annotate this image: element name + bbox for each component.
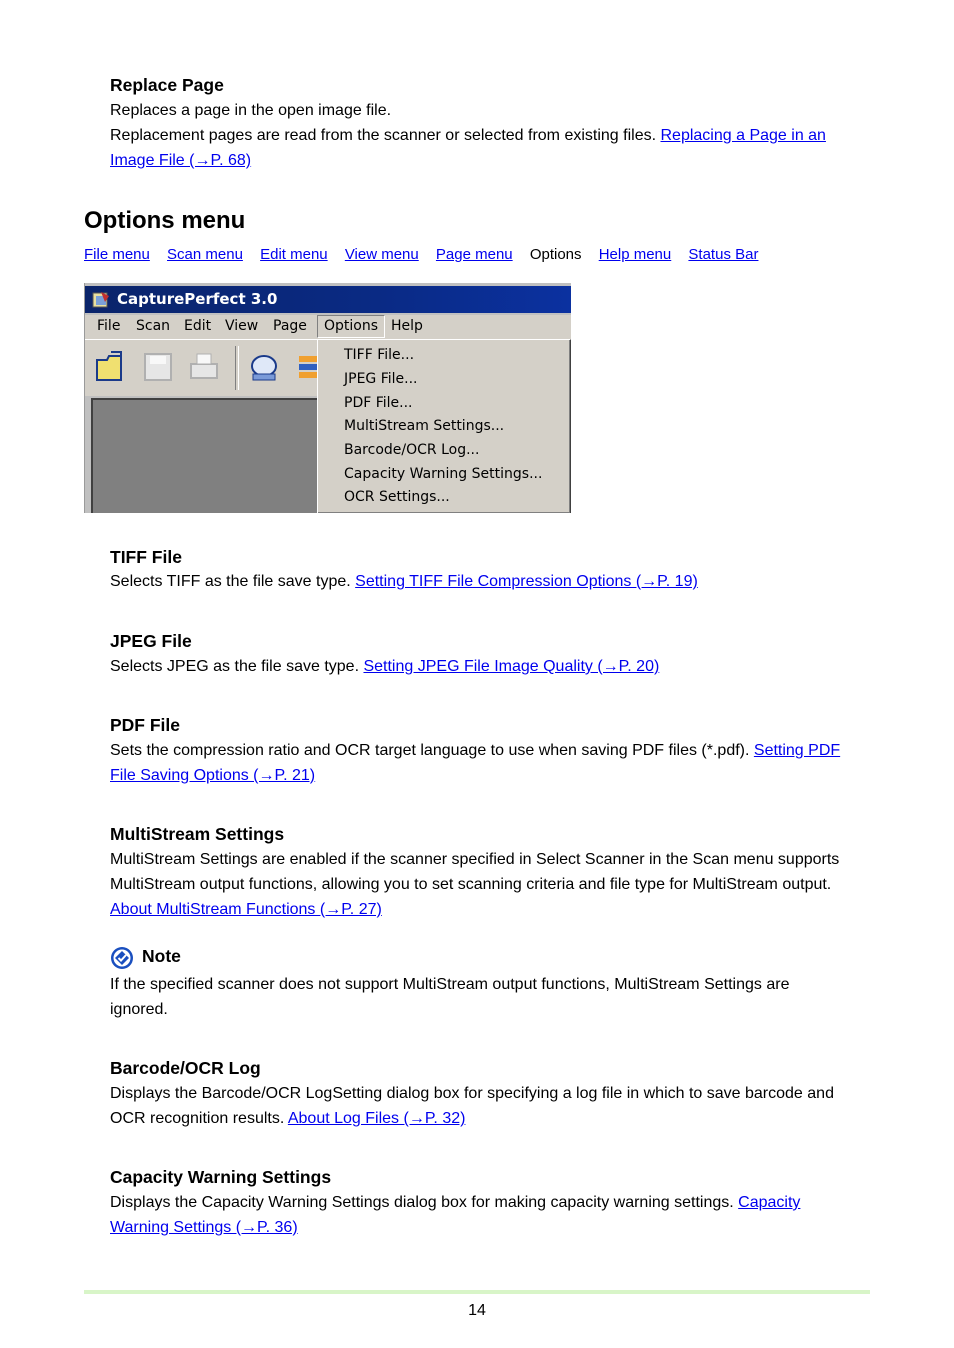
options-dropdown xyxy=(317,339,571,513)
pdf-text: Sets the compression ratio and OCR target language to use when saving PDF files (*.pdf). xyxy=(110,742,750,759)
tiff-heading: TIFF File xyxy=(110,547,182,567)
toolbar-separator xyxy=(235,346,239,390)
app-menu-view[interactable]: View xyxy=(225,318,259,334)
pdf-heading: PDF File xyxy=(110,715,181,735)
app-screenshot xyxy=(84,283,571,513)
jpeg-heading: JPEG File xyxy=(110,631,192,651)
replace-page-line2-text: Replacement pages are read from the scanner or selected from existing files. xyxy=(110,127,657,144)
app-menubar xyxy=(85,315,571,339)
multistream-heading: MultiStream Settings xyxy=(110,824,285,844)
barcode-link[interactable]: About Log Files (→P. 32) xyxy=(287,1110,466,1127)
capacity-text: Displays the Capacity Warning Settings dialog box for making capacity warning settings. xyxy=(110,1194,734,1211)
replace-page-link[interactable]: Replacing a Page in an xyxy=(660,127,826,144)
nav-view-menu[interactable]: View menu xyxy=(344,246,419,263)
footer-divider xyxy=(84,1290,870,1294)
dropdown-ocr-settings[interactable]: OCR Settings... xyxy=(344,489,450,505)
dropdown-multistream-settings[interactable]: MultiStream Settings... xyxy=(344,418,505,434)
nav-options-current: Options xyxy=(529,246,582,263)
jpeg-paragraph xyxy=(110,654,659,679)
capacity-heading: Capacity Warning Settings xyxy=(110,1167,332,1187)
page-number: 14 xyxy=(468,1302,486,1319)
nav-page-menu[interactable]: Page menu xyxy=(435,246,513,263)
app-title: CapturePerfect 3.0 xyxy=(117,290,278,308)
app-menu-edit[interactable]: Edit xyxy=(184,318,212,334)
print-icon[interactable] xyxy=(187,348,221,386)
replace-page-line2 xyxy=(110,123,826,148)
options-menu-heading: Options menu xyxy=(84,207,246,234)
app-menu-help[interactable]: Help xyxy=(391,318,423,334)
dropdown-jpeg-file[interactable]: JPEG File... xyxy=(344,371,418,387)
save-icon[interactable] xyxy=(141,348,175,386)
capacity-line1 xyxy=(110,1190,800,1215)
note-line2: ignored. xyxy=(110,1001,168,1018)
replace-page-heading: Replace Page xyxy=(110,75,224,95)
capacity-link-cont[interactable]: Warning Settings (→P. 36) xyxy=(110,1219,298,1236)
multistream-line1: MultiStream Settings are enabled if the scanner specified in Select Scanner in the Scan menu supports xyxy=(110,851,840,868)
capacity-link[interactable]: Capacity xyxy=(738,1194,801,1211)
barcode-line1: Displays the Barcode/OCR LogSetting dialog box for specifying a log file in which to save barcode and xyxy=(110,1085,834,1102)
app-menu-options[interactable]: Options xyxy=(317,315,385,338)
app-menu-file[interactable]: File xyxy=(97,318,121,334)
app-menu-scan[interactable]: Scan xyxy=(136,318,171,334)
replace-page-link-cont[interactable]: Image File (→P. 68) xyxy=(110,152,252,169)
tiff-link[interactable]: Setting TIFF File Compression Options (→P. 19) xyxy=(355,573,698,590)
menu-nav-row xyxy=(84,245,771,265)
app-toolbar xyxy=(85,339,317,396)
nav-file-menu[interactable]: File menu xyxy=(84,246,150,263)
pdf-link[interactable]: Setting PDF xyxy=(753,742,841,759)
nav-edit-menu[interactable]: Edit menu xyxy=(260,246,328,263)
barcode-line2-text: OCR recognition results. xyxy=(110,1110,285,1127)
jpeg-text: Selects JPEG as the file save type. xyxy=(110,658,360,675)
image-view-area xyxy=(91,398,321,513)
note-icon xyxy=(110,946,134,970)
dropdown-tiff-file[interactable]: TIFF File... xyxy=(344,347,415,363)
scanner-icon[interactable] xyxy=(247,348,281,386)
note-heading: Note xyxy=(142,946,181,966)
replace-page-line1: Replaces a page in the open image file. xyxy=(110,102,392,119)
multistream-link[interactable]: About MultiStream Functions (→P. 27) xyxy=(110,901,382,918)
multistream-line2: MultiStream output functions, allowing you to set scanning criteria and file type for MultiStream output. xyxy=(110,876,832,893)
app-titlebar xyxy=(85,286,571,313)
nav-scan-menu[interactable]: Scan menu xyxy=(167,246,243,263)
dropdown-capacity-warning-settings[interactable]: Capacity Warning Settings... xyxy=(344,466,543,482)
app-menu-page[interactable]: Page xyxy=(273,318,307,334)
dropdown-pdf-file[interactable]: PDF File... xyxy=(344,395,413,411)
tiff-text: Selects TIFF as the file save type. xyxy=(110,573,351,590)
pdf-link-cont[interactable]: File Saving Options (→P. 21) xyxy=(110,767,316,784)
note-line1: If the specified scanner does not support MultiStream output functions, MultiStream Settings are xyxy=(110,976,790,993)
pdf-paragraph xyxy=(110,738,840,763)
app-icon xyxy=(91,290,111,310)
barcode-line2 xyxy=(110,1106,465,1131)
jpeg-link[interactable]: Setting JPEG File Image Quality (→P. 20) xyxy=(363,658,660,675)
barcode-heading: Barcode/OCR Log xyxy=(110,1058,261,1078)
dropdown-barcode-ocr-log[interactable]: Barcode/OCR Log... xyxy=(344,442,480,458)
nav-help-menu[interactable]: Help menu xyxy=(598,246,672,263)
open-folder-icon[interactable] xyxy=(93,348,127,386)
tiff-paragraph xyxy=(110,569,698,594)
nav-status-bar[interactable]: Status Bar xyxy=(688,246,759,263)
